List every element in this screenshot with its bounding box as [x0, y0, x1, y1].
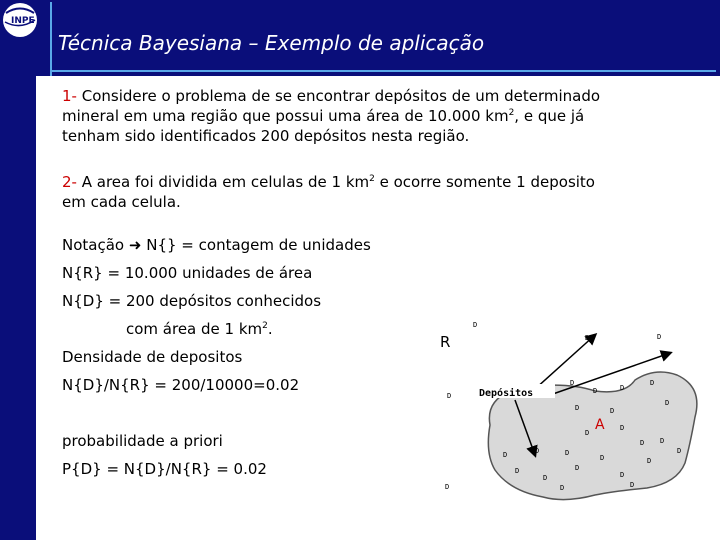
item-2-line-1b: e ocorre somente 1 deposito: [374, 173, 595, 191]
item-2-number: 2-: [62, 173, 77, 191]
area-line: [126, 320, 273, 338]
deposit-marker: D: [660, 437, 665, 445]
deposit-marker: D: [503, 451, 508, 459]
ratio-line: N{D}/N{R} = 200/10000=0.02: [62, 376, 300, 394]
deposit-marker: D: [665, 399, 670, 407]
accent-vertical-line: [50, 2, 52, 76]
item-1-paragraph: [62, 86, 662, 146]
deposit-marker: D: [620, 424, 625, 432]
area-period: .: [267, 320, 273, 338]
area-a-label: A: [595, 417, 605, 433]
item-1-line-3: tenham sido identificados 200 depósitos nesta região.: [62, 127, 470, 145]
inpe-logo-icon: [0, 0, 44, 44]
arrow-to-deposit-2: [535, 335, 595, 389]
deposit-marker: D: [535, 447, 540, 455]
deposit-marker: D: [620, 384, 625, 392]
item-1-line-2a: mineral em uma região que possui uma área de 10.000 km: [62, 107, 509, 125]
logo-text: INPE: [11, 16, 35, 26]
region-label: R: [440, 333, 451, 351]
item-2-line-2: em cada celula.: [62, 193, 181, 211]
item-1-sup: 2: [508, 108, 515, 118]
deposit-marker: D: [640, 439, 645, 447]
deposit-marker: D: [585, 429, 590, 437]
item-1-line-2b: , e que já: [514, 107, 585, 125]
deposit-marker: D: [473, 321, 478, 329]
deposit-marker: D: [647, 457, 652, 465]
deposit-marker: D: [610, 407, 615, 415]
pd-line: P{D} = N{D}/N{R} = 0.02: [62, 460, 267, 478]
deposit-marker: D: [575, 464, 580, 472]
notation-line: [62, 236, 371, 254]
item-2-line-1a: A area foi dividida em celulas de 1 km: [81, 173, 370, 191]
item-2-sup: 2: [369, 174, 375, 184]
deposit-marker: D: [575, 404, 580, 412]
prior-probability-line: probabilidade a priori: [62, 432, 223, 450]
notation-definition: N{} = contagem de unidades: [146, 236, 371, 254]
deposit-marker: D: [543, 474, 548, 482]
deposit-marker: D: [657, 333, 662, 341]
deposit-marker: D: [515, 467, 520, 475]
nd-line: N{D} = 200 depósitos conhecidos: [62, 292, 322, 310]
arrow-right-icon: ➜: [128, 236, 142, 254]
deposit-marker: D: [565, 449, 570, 457]
accent-horizontal-line: [50, 70, 716, 72]
area-sup: 2: [262, 321, 268, 331]
deposits-label: Depósitos: [479, 388, 534, 399]
deposit-marker: D: [677, 447, 682, 455]
deposit-marker: D: [620, 471, 625, 479]
deposit-marker: D: [630, 481, 635, 489]
deposits-diagram: [415, 305, 720, 540]
item-1-number: 1-: [62, 87, 77, 105]
deposit-marker: D: [593, 387, 598, 395]
nr-line: N{R} = 10.000 unidades de área: [62, 264, 313, 282]
deposit-marker: D: [560, 484, 565, 492]
notation-label: Notação: [62, 236, 125, 254]
deposit-marker: D: [650, 379, 655, 387]
item-1-line-1: Considere o problema de se encontrar depósitos de um determinado: [81, 87, 601, 105]
slide-title: Técnica Bayesiana – Exemplo de aplicação: [58, 31, 485, 55]
deposit-marker: D: [447, 392, 452, 400]
deposit-marker: D: [445, 483, 450, 491]
area-text: com área de 1 km: [126, 320, 263, 338]
deposit-marker: D: [600, 454, 605, 462]
item-2-paragraph: [62, 172, 662, 212]
density-line: Densidade de depositos: [62, 348, 243, 366]
sidebar-band: [0, 0, 36, 540]
deposits-figure: [415, 305, 720, 540]
deposit-marker: D: [570, 379, 575, 387]
deposit-marker: D: [585, 334, 590, 342]
